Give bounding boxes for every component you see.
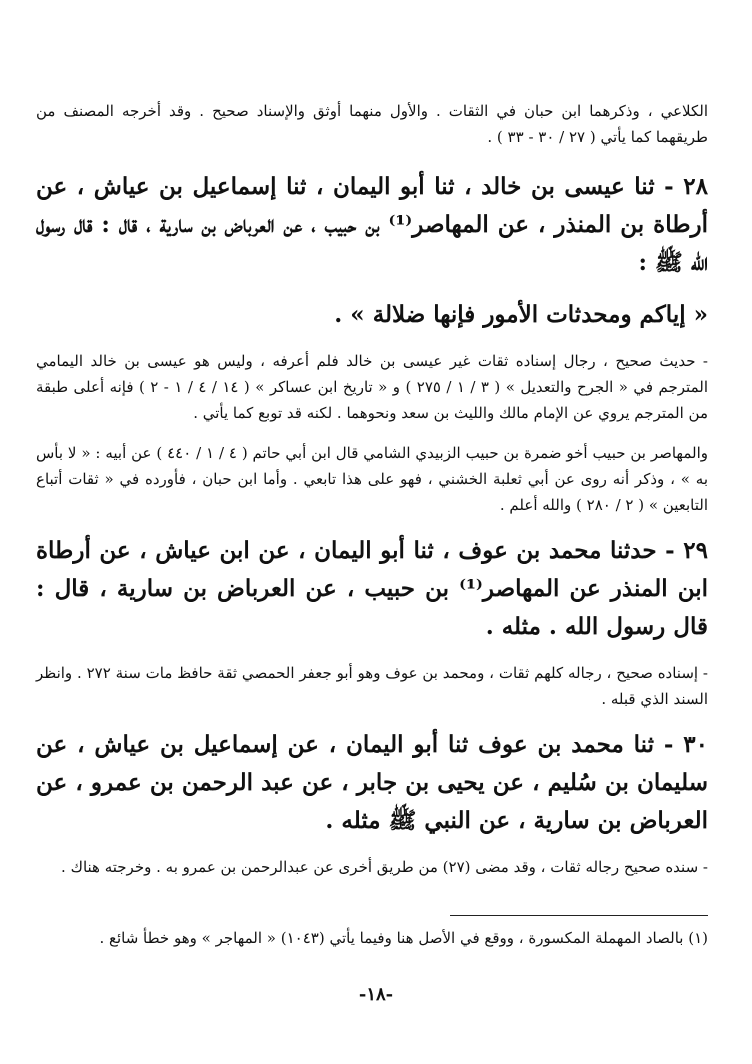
- hadith-28-narrator-note: والمهاصر بن حبيب أخو ضمرة بن حبيب الزبيدي الشامي قال ابن أبي حاتم ( ٤ / ١ / ٤٤٠ ) عن أبيه : « لا بأس به » ، وذكر أنه روى عن أبي ثعلبة الخشني ، فهو على هذا تابعي . وأما ابن حبان ، فأورده في « ثقات أتباع التابعين » ( ٢ / ٢٨٠ ) والله أعلم .: [36, 444, 708, 514]
- page-content: [36, 98, 708, 880]
- hadith-29-commentary: - إسناده صحيح ، رجاله كلهم ثقات ، ومحمد بن عوف وهو أبو جعفر الحمصي ثقة حافظ مات سنة ٢٧٢ . وانظر السند الذي قبله .: [36, 664, 708, 708]
- hadith-28-matn: « إياكم ومحدثات الأمور فإنها ضلالة » .: [334, 301, 708, 328]
- commentary-continuation: الكلاعي ، وذكرهما ابن حبان في الثقات . والأول منهما أوثق والإسناد صحيح . وقد أخرجه المصنف من طريقهما كما يأتي ( ٢٧ / ٣٠ - ٣٣ ) .: [36, 102, 708, 146]
- page-number: -١٨-: [358, 984, 394, 1005]
- hadith-29-text: ٢٩ - حدثنا محمد بن عوف ، ثنا أبو اليمان ، عن ابن عياش ، عن أرطاة ابن المنذر عن المهاصر⁽¹⁾ بن حبيب ، عن العرباض بن سارية ، قال : قال رسول الله . مثله .: [36, 537, 708, 640]
- footnote-divider: [450, 915, 708, 916]
- hadith-28-text: ٢٨ - ثنا عيسى بن خالد ، ثنا أبو اليمان ، ثنا إسماعيل بن عياش ، عن أرطاة بن المنذر ، عن المهاصر⁽¹⁾ بن حبيب ، عن العرباض بن سارية ، قال : قال رسول الله ﷺ :: [36, 173, 708, 276]
- hadith-30-text: ٣٠ - ثنا محمد بن عوف ثنا أبو اليمان ، عن إسماعيل بن عياش ، عن سليمان بن سُليم ، عن يحيى بن جابر ، عن عبد الرحمن بن عمرو ، عن العرباض بن سارية ، عن النبي ﷺ مثله .: [36, 731, 708, 834]
- hadith-30-commentary: - سنده صحيح رجاله ثقات ، وقد مضى (٢٧) من طريق أخرى عن عبدالرحمن بن عمرو به . وخرجته هناك .: [61, 858, 708, 876]
- footnote: (١) بالصاد المهملة المكسورة ، ووقع في الأصل هنا وفيما يأتي (١٠٤٣) « المهاجر » وهو خطأ شائع .: [99, 929, 708, 947]
- hadith-28-commentary: - حديث صحيح ، رجال إسناده ثقات غير عيسى بن خالد فلم أعرفه ، وليس هو عيسى بن خالد اليمامي المترجم في « الجرح والتعديل » ( ٣ / ١ / ٢٧٥ ) و « تاريخ ابن عساكر » ( ١٤ / ٤ / ١ - ٢ ) فإنه أعلى طبقة من المترجم يروي عن الإمام مالك والليث بن سعد ونحوهما . لكنه قد توبع كما يأتي .: [36, 352, 708, 422]
